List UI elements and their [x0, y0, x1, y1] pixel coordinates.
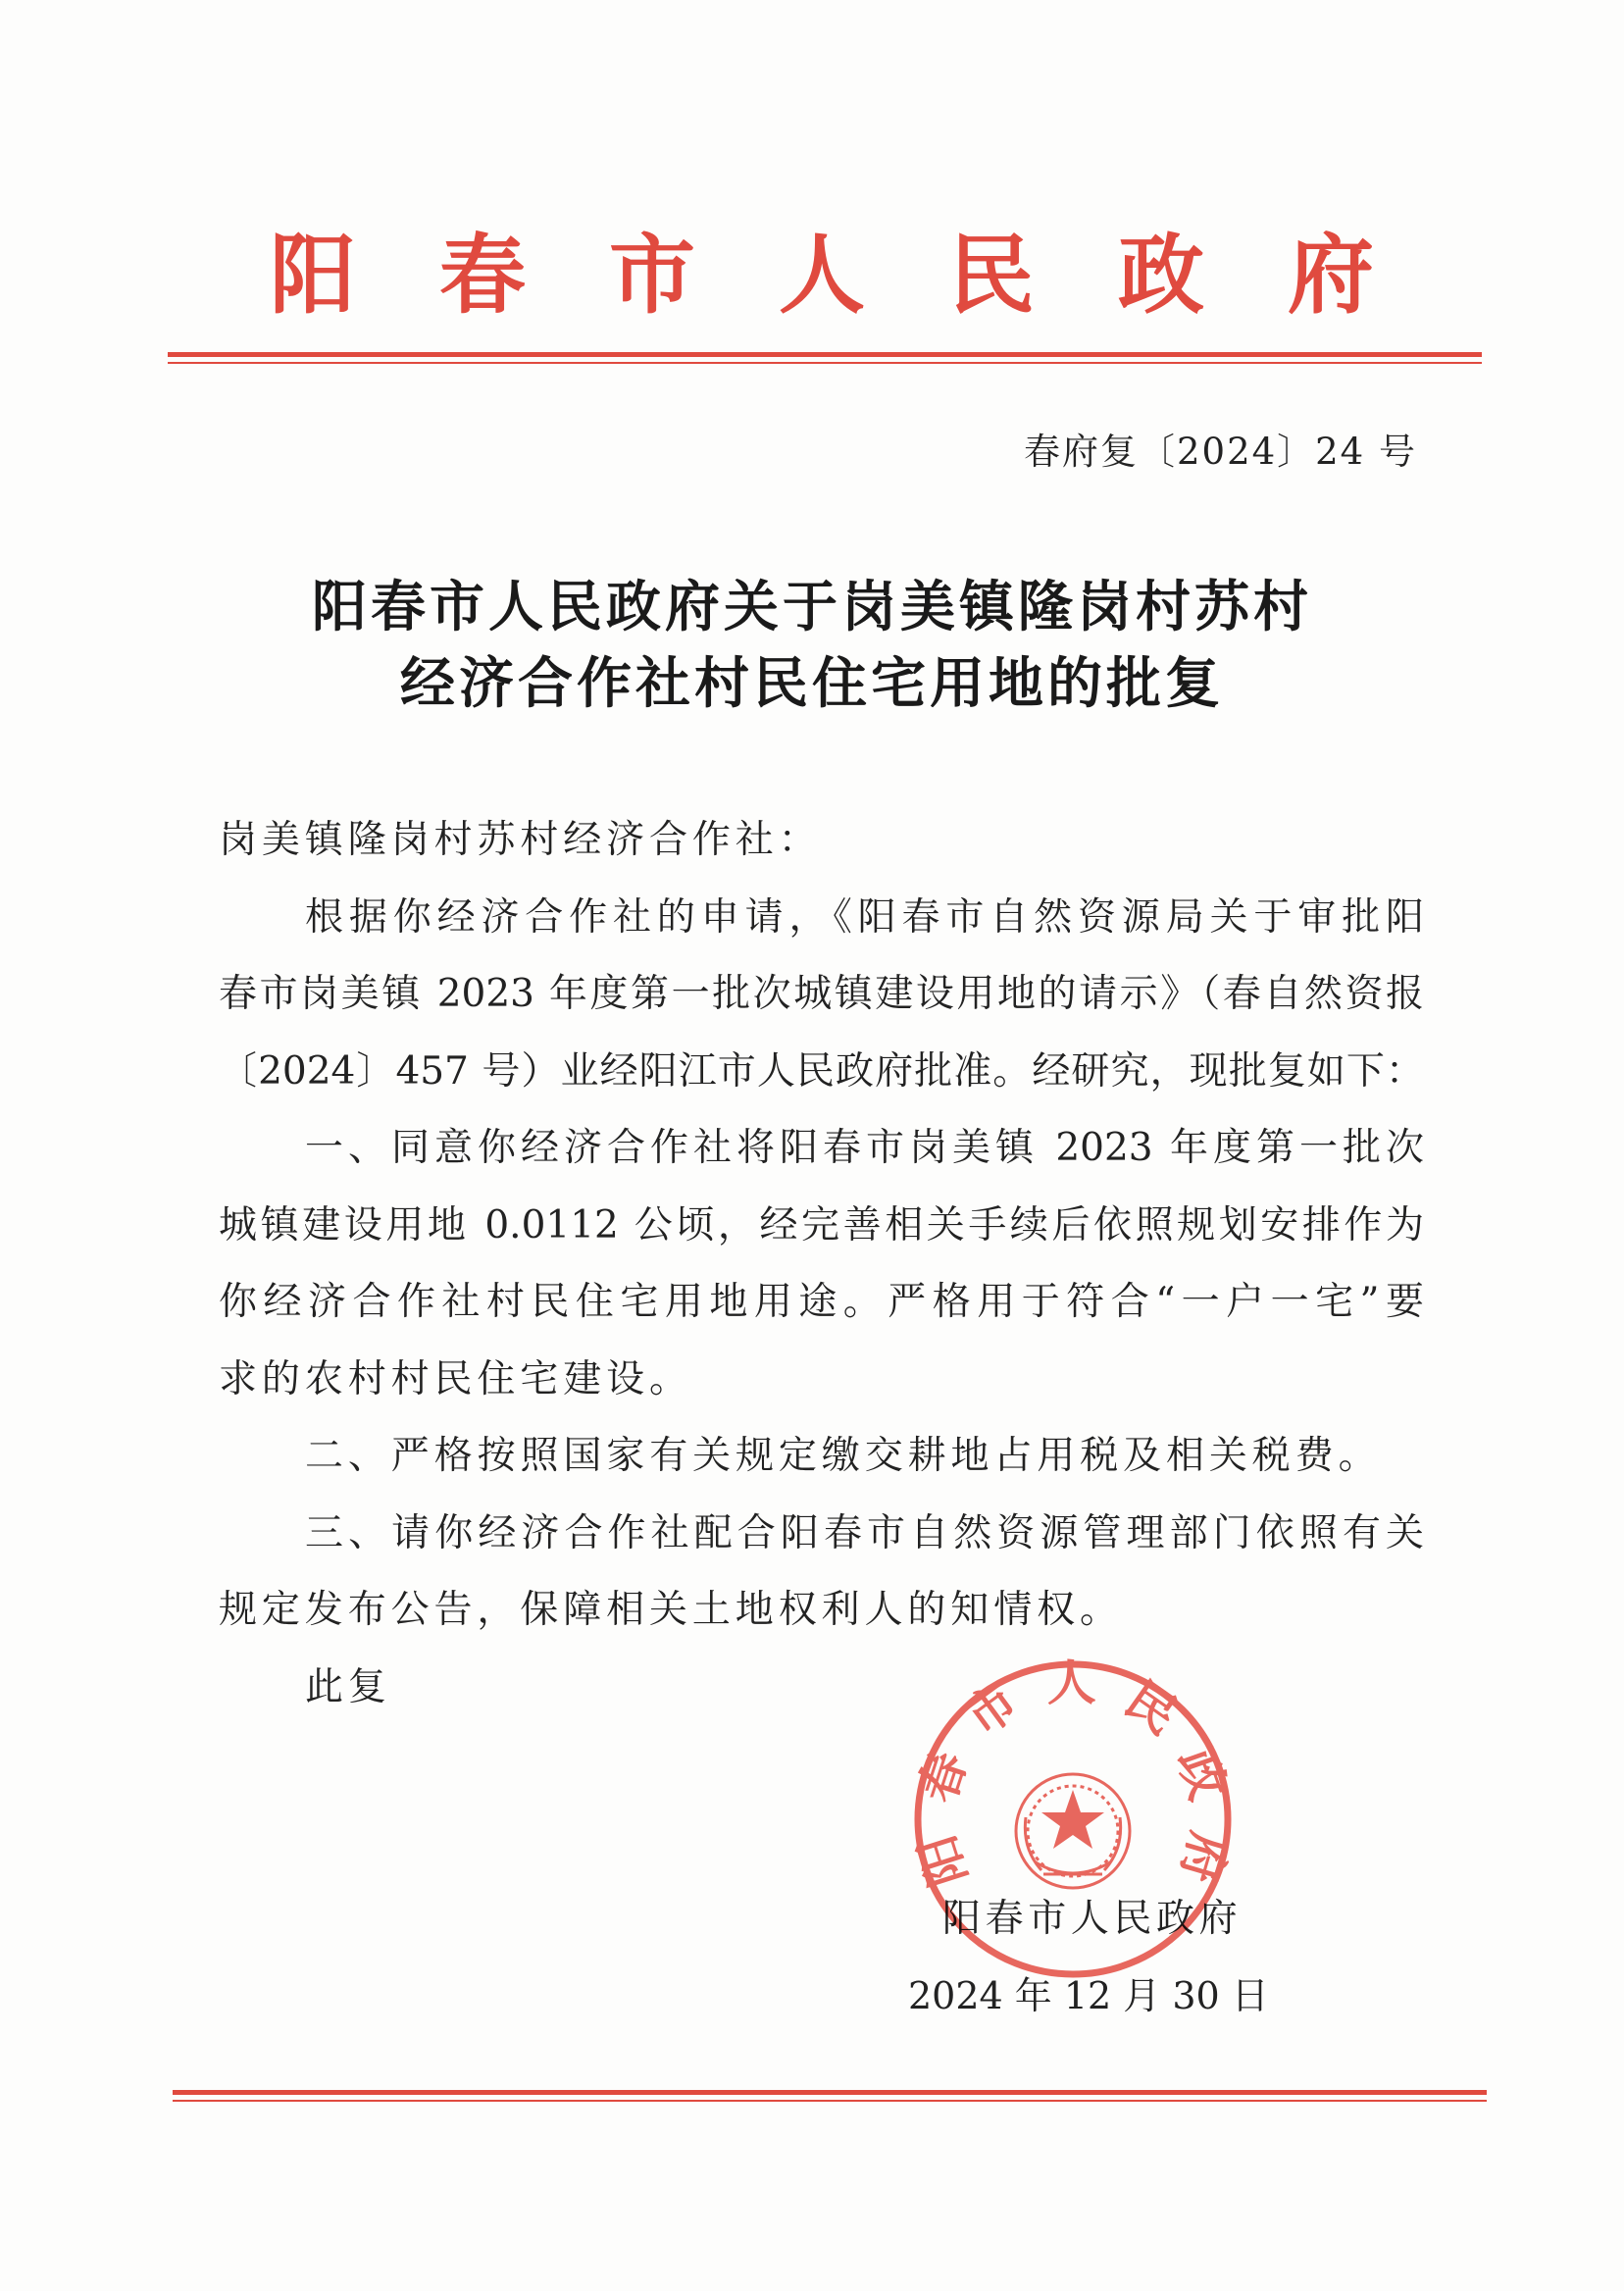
seal-emblem-icon [1016, 1774, 1130, 1888]
body-line: 你经济合作社村民住宅用地用途。严格用于符合“一户一宅”要 [219, 1280, 1424, 1324]
red-rule-top-thin [168, 362, 1482, 364]
title-line: 阳春市人民政府关于岗美镇隆岗村苏村 [312, 575, 1312, 639]
red-rule-top [168, 352, 1482, 357]
body-line: 春市岗美镇 2023 年度第一批次城镇建设用地的请示》（春自然资报 [219, 972, 1424, 1016]
title-line: 经济合作社村民住宅用地的批复 [400, 651, 1224, 716]
document-title [0, 569, 1624, 722]
closing: 此复 [305, 1664, 391, 1709]
body-line: 二、严格按照国家有关规定缴交耕地占用税及相关税费。 [305, 1434, 1382, 1478]
red-rule-bottom-thin [173, 2100, 1487, 2102]
seal-lettering: 阳春市人民政府 [907, 1653, 1240, 1894]
red-rule-bottom [173, 2090, 1487, 2095]
document-body [219, 802, 1424, 1726]
body-line: 城镇建设用地 0.0112 公顷，经完善相关手续后依照规划安排作为 [219, 1202, 1424, 1247]
body-line: 三、请你经济合作社配合阳春市自然资源管理部门依照有关 [305, 1510, 1424, 1555]
salutation: 岗美镇隆岗村苏村经济合作社： [219, 818, 822, 862]
body-line: 〔2024〕457 号）业经阳江市人民政府批准。经研究，现批复如下： [219, 1048, 1424, 1094]
body-line: 根据你经济合作社的申请，《阳春市自然资源局关于审批阳 [305, 894, 1424, 940]
masthead-org-name: 阳春市人民政府 [270, 224, 1458, 326]
body-line: 规定发布公告，保障相关土地权利人的知情权。 [219, 1588, 1123, 1632]
signature-date: 2024 年 12 月 30 日 [908, 1974, 1269, 2017]
document-number: 春府复〔2024〕24 号 [1023, 431, 1417, 473]
body-line: 一、同意你经济合作社将阳春市岗美镇 2023 年度第一批次 [305, 1126, 1424, 1170]
official-seal-icon [906, 1653, 1243, 1986]
body-line: 求的农村村民住宅建设。 [219, 1356, 692, 1401]
signature-issuer: 阳春市人民政府 [942, 1897, 1243, 1941]
